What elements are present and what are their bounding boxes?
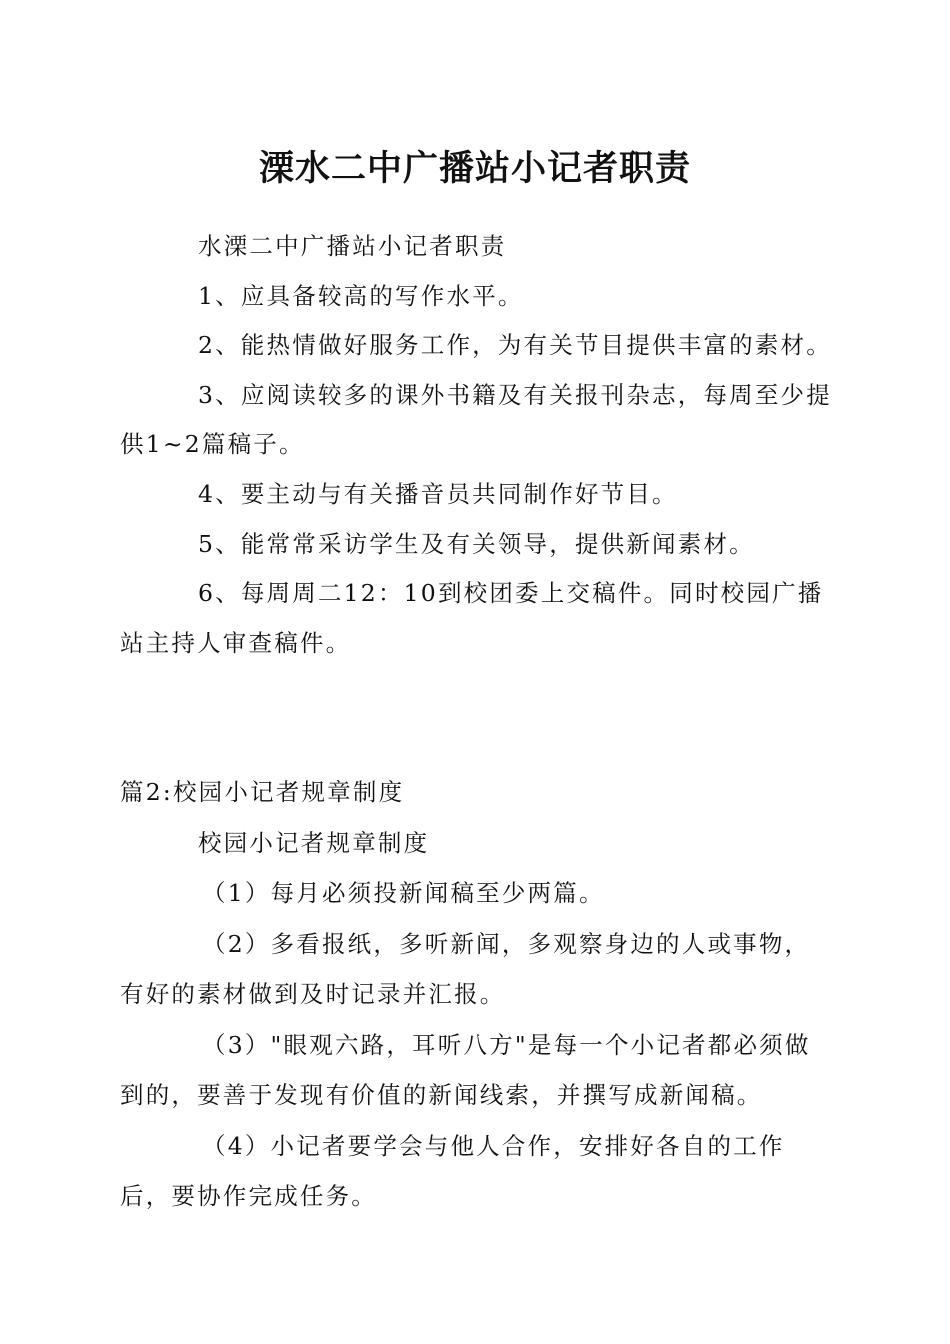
rule-item-3: （3）"眼观六路，耳听八方"是每一个小记者都必须做到的，要善于发现有价值的新闻线索，并撰写成新闻稿。 <box>120 1030 811 1109</box>
section-1-body <box>120 222 832 668</box>
rule-item-1: （1）每月必须投新闻稿至少两篇。 <box>202 879 605 907</box>
section-1-subtitle: 水溧二中广播站小记者职责 <box>198 232 507 260</box>
duty-item-6: 6、每周周二12：10到校团委上交稿件。同时校园广播站主持人审查稿件。 <box>120 579 824 657</box>
section-2-subtitle: 校园小记者规章制度 <box>198 828 430 857</box>
document-title: 溧水二中广播站小记者职责 <box>258 148 691 189</box>
duty-item-4: 4、要主动与有关播音员共同制作好节目。 <box>198 479 678 508</box>
duty-item-1: 1、应具备较高的写作水平。 <box>198 281 524 310</box>
rule-item-4: （4）小记者要学会与他人合作，安排好各自的工作后，要协作完成任务。 <box>120 1131 785 1210</box>
duty-item-2: 2、能热情做好服务工作，为有关节目提供丰富的素材。 <box>198 331 832 360</box>
duty-item-3: 3、应阅读较多的课外书籍及有关报刊杂志，每周至少提供1~2篇稿子。 <box>120 380 832 459</box>
section-2-heading: 篇2:校园小记者规章制度 <box>120 778 405 806</box>
duty-item-5: 5、能常常采访学生及有关领导，提供新闻素材。 <box>198 529 755 558</box>
rule-item-2: （2）多看报纸，多听新闻，多观察身边的人或事物，有好的素材做到及时记录并汇报。 <box>120 929 811 1008</box>
section-2-body <box>120 767 832 1222</box>
